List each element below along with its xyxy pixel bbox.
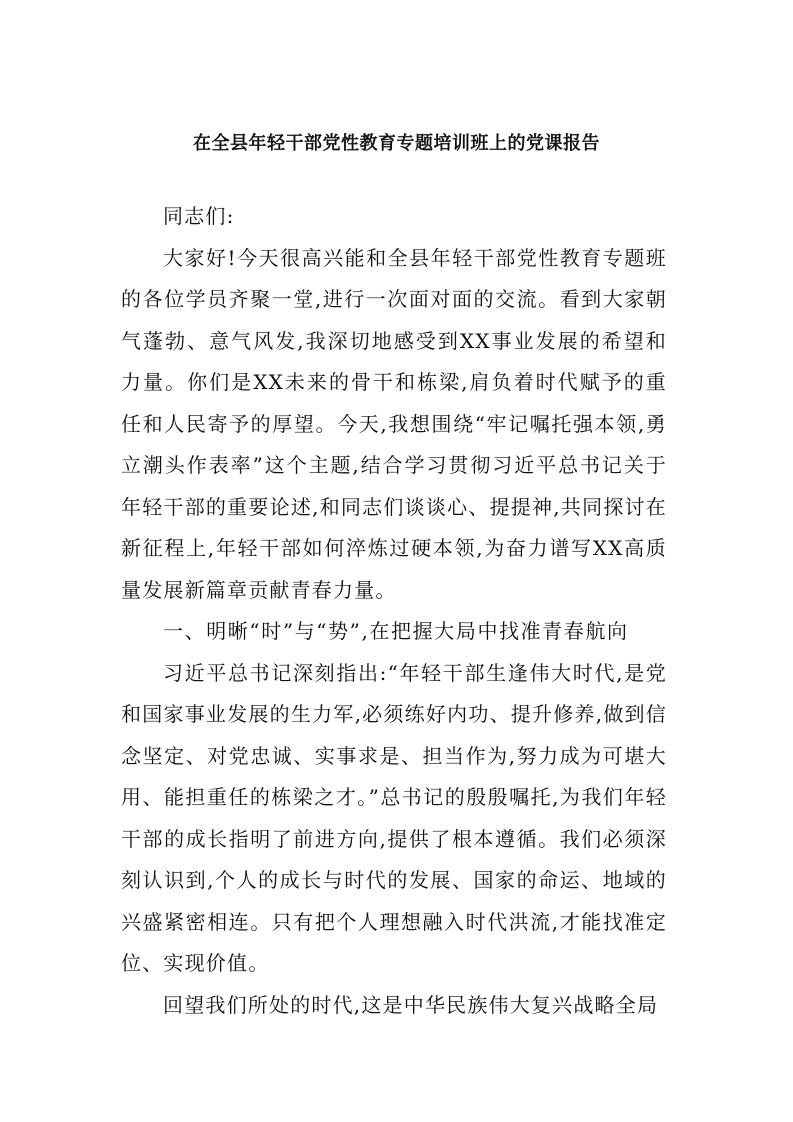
salutation-paragraph: 同志们: [163,204,235,228]
body-paragraph: 回望我们所处的时代,这是中华民族伟大复兴战略全局 [163,992,659,1017]
document-body [121,196,667,1026]
section-heading: 一、明晰“时”与“势”,在把握大局中找准青春航向 [163,619,629,643]
opening-paragraph: 大家好!今天很高兴能和全县年轻干部党性教育专题班的各位学员齐聚一堂,进行一次面对面的交流。看到大家朝气蓬勃、意气风发,我深切地感受到XX事业发展的希望和力量。你们是XX未来的骨干和栋梁,肩负着时代赋予的重任和人民寄予的厚望。今天,我想围绕“牢记嘱托强本领,勇立潮头作表率”这个主题,结合学习贯彻习近平总书记关于年轻干部的重要论述,和同志们谈谈心、提提神,共同探讨在新征程上,年轻干部如何淬炼过硬本领,为奋力谱写XX高质量发展新篇章贡献青春力量。 [121,245,667,602]
document-title: 在全县年轻干部党性教育专题培训班上的党课报告 [193,133,600,154]
body-paragraph: 习近平总书记深刻指出:“年轻干部生逢伟大时代,是党和国家事业发展的生力军,必须练好内功、提升修养,做到信念坚定、对党忠诚、实事求是、担当作为,努力成为可堪大用、能担重任的栋梁之才。”总书记的殷殷嘱托,为我们年轻干部的成长指明了前进方向,提供了根本遵循。我们必须深刻认识到,个人的成长与时代的发展、国家的命运、地域的兴盛紧密相连。只有把个人理想融入时代洪流,才能找准定位、实现价值。 [121,660,667,975]
